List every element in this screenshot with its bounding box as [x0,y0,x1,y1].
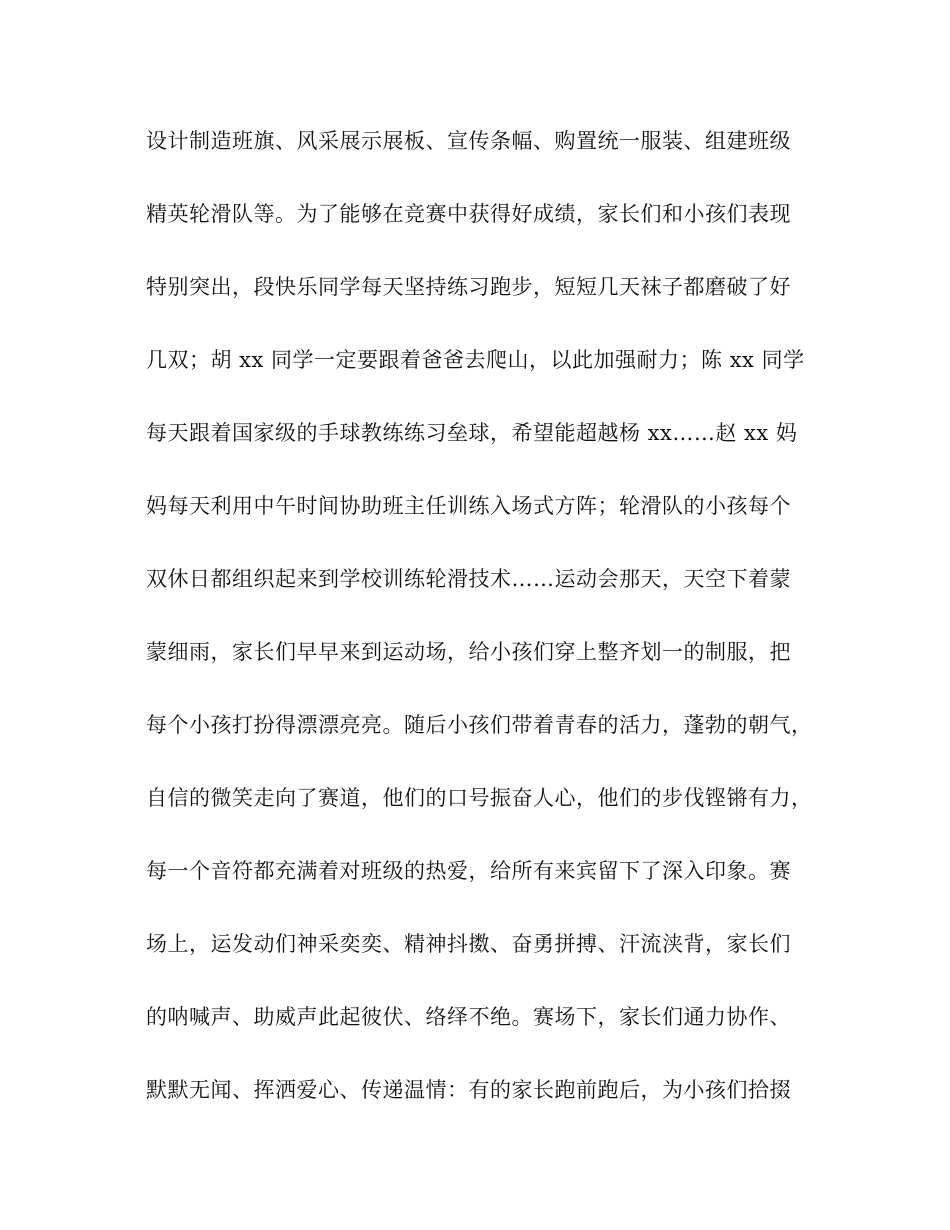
text-line: 的呐喊声、助威声此起彼伏、络绎不绝。赛场下，家长们通力协作、 [146,1005,791,1029]
text-line: 默默无闻、挥洒爱心、传递温情：有的家长跑前跑后，为小孩们拾掇 [146,1078,791,1102]
text-line: 设计制造班旗、风采展示展板、宣传条幅、购置统一服装、组建班级 [146,129,791,153]
body-text [146,121,816,1143]
text-line: 几双；胡 xx 同学一定要跟着爸爸去爬山，以此加强耐力；陈 xx 同学 [146,348,805,372]
text-line: 精英轮滑队等。为了能够在竞赛中获得好成绩，家长们和小孩们表现 [146,202,791,226]
text-line: 场上，运发动们神采奕奕、精神抖擞、奋勇拼搏、汗流浃背，家长们 [146,932,791,956]
text-line: 特别突出，段快乐同学每天坚持练习跑步，短短几天袜子都磨破了好 [146,275,791,299]
text-line: 双休日都组织起来到学校训练轮滑技术……运动会那天，天空下着蒙 [146,567,791,591]
text-line: 自信的微笑走向了赛道，他们的口号振奋人心，他们的步伐铿锵有力， [146,786,813,810]
text-line: 每一个音符都充满着对班级的热爱，给所有来宾留下了深入印象。赛 [146,859,791,883]
text-line: 妈每天利用中午时间协助班主任训练入场式方阵；轮滑队的小孩每个 [146,494,791,518]
text-line: 每个小孩打扮得漂漂亮亮。随后小孩们带着青春的活力，蓬勃的朝气， [146,713,813,737]
text-line: 蒙细雨，家长们早早来到运动场，给小孩们穿上整齐划一的制服，把 [146,640,791,664]
text-line: 每天跟着国家级的手球教练练习垒球，希望能超越杨 xx……赵 xx 妈 [146,421,798,445]
